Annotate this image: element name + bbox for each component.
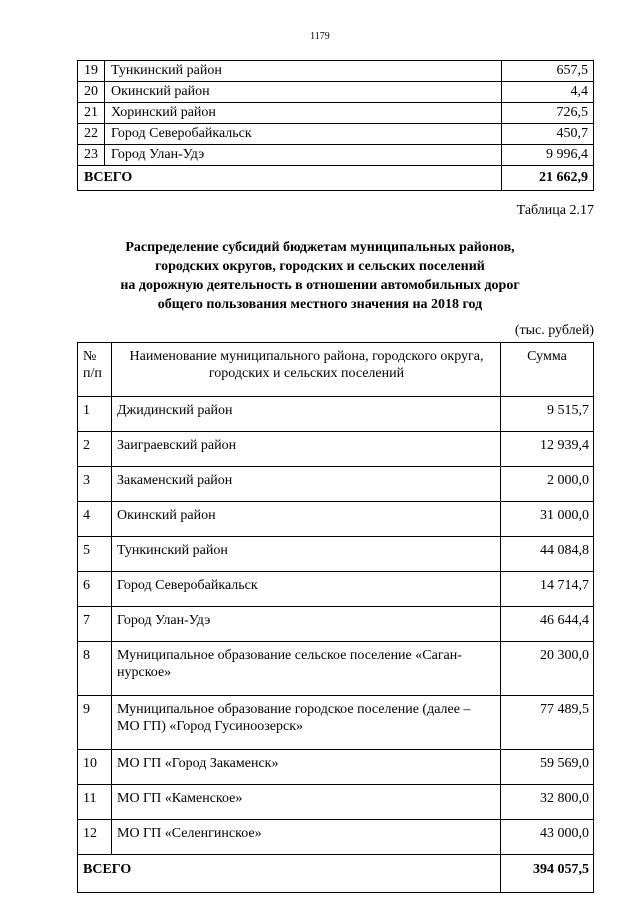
row-num: 10: [78, 750, 112, 785]
row-num: 12: [78, 820, 112, 855]
header-name-line2: городских и сельских поселений: [208, 366, 405, 381]
row-name: Город Северобайкальск: [105, 124, 502, 145]
subsidy-table: [77, 342, 594, 893]
row-name: [112, 537, 501, 572]
row-value: 9 996,4: [502, 145, 594, 166]
total-label: ВСЕГО: [78, 166, 502, 191]
row-num: 3: [78, 467, 112, 502]
row-name: [112, 820, 501, 855]
row-value: 46 644,4: [501, 607, 594, 642]
row-name: [112, 432, 501, 467]
units-label: (тыс. рублей): [514, 323, 594, 338]
page-number: 1179: [310, 31, 330, 42]
row-value: 9 515,7: [501, 397, 594, 432]
row-name-line1: Окинский район: [117, 508, 216, 523]
row-name: [112, 572, 501, 607]
table-row: [78, 82, 594, 103]
row-num: 9: [78, 696, 112, 750]
title-line: Распределение субсидий бюджетам муниципальных районов,: [125, 240, 515, 255]
table-row: [78, 467, 594, 502]
row-value: 14 714,7: [501, 572, 594, 607]
row-value: 31 000,0: [501, 502, 594, 537]
table-row: [78, 61, 594, 82]
row-num: 2: [78, 432, 112, 467]
row-value: 59 569,0: [501, 750, 594, 785]
row-name-line1: Джидинский район: [117, 403, 233, 418]
row-num: 4: [78, 502, 112, 537]
row-num: 21: [78, 103, 105, 124]
row-value: 726,5: [502, 103, 594, 124]
row-name: Тункинский район: [105, 61, 502, 82]
row-value: 450,7: [502, 124, 594, 145]
row-name-line1: Тункинский район: [117, 543, 228, 558]
table-row: [78, 432, 594, 467]
total-row: [78, 166, 594, 191]
row-name-line1: Закаменский район: [117, 473, 233, 488]
row-name-line1: МО ГП «Каменское»: [117, 791, 243, 806]
row-num: 8: [78, 642, 112, 696]
table-row: [78, 607, 594, 642]
row-name: Город Улан-Удэ: [105, 145, 502, 166]
title-line: общего пользования местного значения на 2018 год: [157, 297, 483, 312]
row-value: 77 489,5: [501, 696, 594, 750]
total-label: ВСЕГО: [78, 855, 501, 893]
row-name: Хоринский район: [105, 103, 502, 124]
row-num: 22: [78, 124, 105, 145]
table-title: [0, 238, 640, 314]
row-name: [112, 785, 501, 820]
header-name: [112, 343, 501, 397]
row-name: [112, 750, 501, 785]
row-num: 1: [78, 397, 112, 432]
row-value: 20 300,0: [501, 642, 594, 696]
table-header-row: [78, 343, 594, 397]
row-name: [112, 642, 501, 696]
total-value: 394 057,5: [501, 855, 594, 893]
header-value: Сумма: [501, 343, 594, 397]
row-num: 11: [78, 785, 112, 820]
row-value: 657,5: [502, 61, 594, 82]
row-value: 2 000,0: [501, 467, 594, 502]
total-row: [78, 855, 594, 893]
row-value: 12 939,4: [501, 432, 594, 467]
header-name-line1: Наименование муниципального района, городского округа,: [129, 349, 484, 364]
title-line: на дорожную деятельность в отношении автомобильных дорог: [120, 278, 520, 293]
table-row: [78, 502, 594, 537]
table-row: [78, 785, 594, 820]
header-num-line2: п/п: [83, 366, 102, 381]
table-row: [78, 696, 594, 750]
row-name-line1: Заиграевский район: [117, 438, 237, 453]
row-num: 7: [78, 607, 112, 642]
continuation-table: [77, 60, 594, 191]
table-row: [78, 103, 594, 124]
row-name-line1: Город Улан-Удэ: [117, 613, 211, 628]
table-caption: Таблица 2.17: [516, 203, 594, 218]
row-name-line1: МО ГП «Город Закаменск»: [117, 756, 279, 771]
row-name: [112, 502, 501, 537]
row-num: 20: [78, 82, 105, 103]
table-row: [78, 397, 594, 432]
row-name-line1: Муниципальное образование сельское поселение «Саган-: [117, 648, 462, 663]
total-value: 21 662,9: [502, 166, 594, 191]
row-name-line1: Муниципальное образование городское поселение (далее –: [117, 702, 471, 717]
table-row: [78, 145, 594, 166]
table-row: [78, 537, 594, 572]
table-row: [78, 750, 594, 785]
row-value: 4,4: [502, 82, 594, 103]
row-num: 19: [78, 61, 105, 82]
table-row: [78, 642, 594, 696]
row-name: [112, 467, 501, 502]
row-value: 32 800,0: [501, 785, 594, 820]
header-num-line1: №: [83, 349, 97, 364]
row-num: 23: [78, 145, 105, 166]
row-name-line2: нурское»: [117, 665, 172, 680]
row-name: [112, 397, 501, 432]
row-name: Окинский район: [105, 82, 502, 103]
row-value: 43 000,0: [501, 820, 594, 855]
row-num: 5: [78, 537, 112, 572]
header-num: [78, 343, 112, 397]
row-name: [112, 696, 501, 750]
title-line: городских округов, городских и сельских поселений: [155, 259, 485, 274]
row-name: [112, 607, 501, 642]
row-name-line1: МО ГП «Селенгинское»: [117, 826, 262, 841]
row-name-line2: МО ГП) «Город Гусиноозерск»: [117, 719, 304, 734]
table-row: [78, 124, 594, 145]
table-row: [78, 572, 594, 607]
row-value: 44 084,8: [501, 537, 594, 572]
row-name-line1: Город Северобайкальск: [117, 578, 258, 593]
row-num: 6: [78, 572, 112, 607]
table-row: [78, 820, 594, 855]
